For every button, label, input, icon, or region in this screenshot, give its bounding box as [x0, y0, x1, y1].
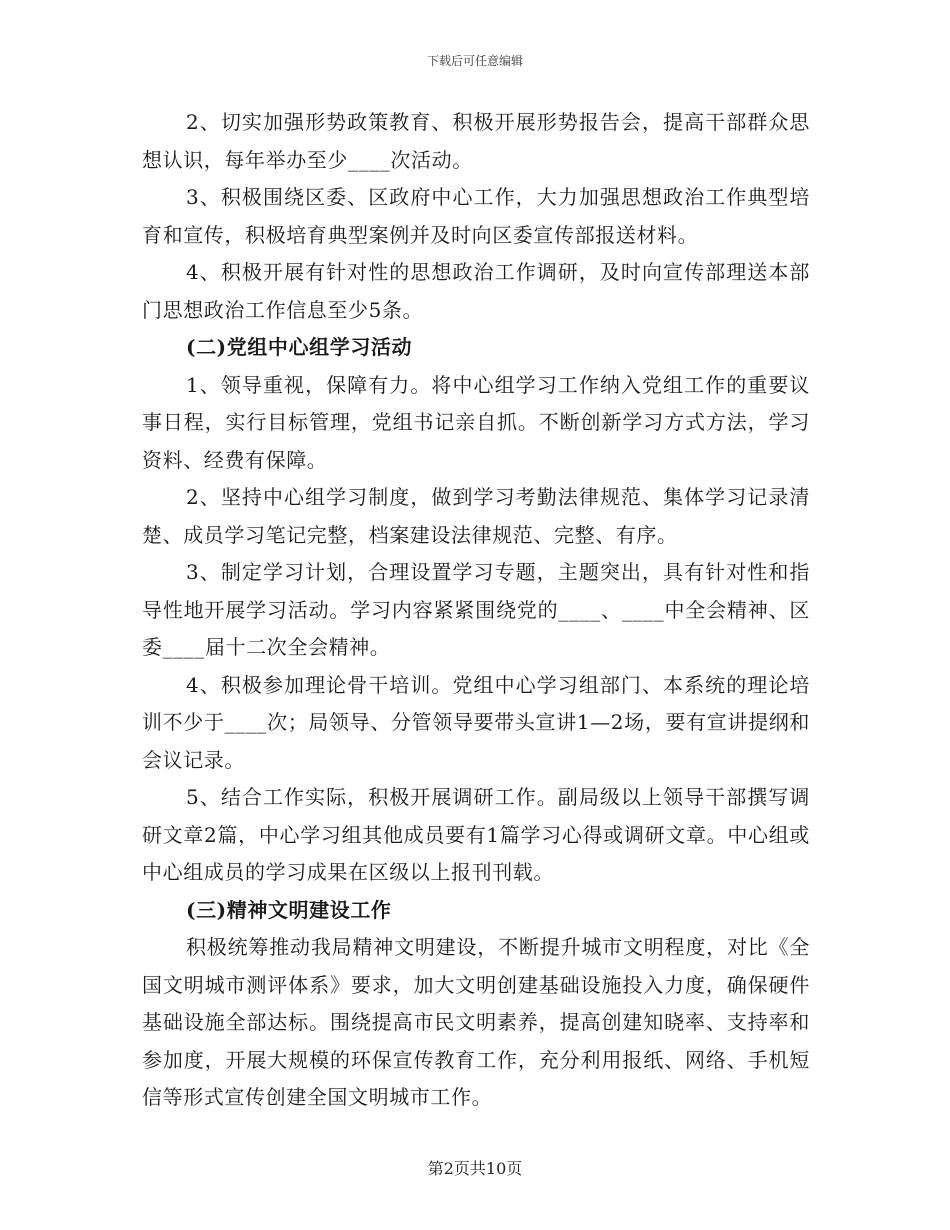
- section-heading-civilization: (三)精神文明建设工作: [186, 897, 392, 922]
- section-heading-party-study: (二)党组中心组学习活动: [186, 335, 413, 359]
- page-number-footer: 第2页共10页: [427, 1159, 523, 1178]
- paragraph-item-4: 4、积极开展有针对性的思想政治工作调研，及时向宣传部理送本部门思想政治工作信息至少5条。: [142, 260, 810, 322]
- paragraph-study-4: 4、积极参加理论骨干培训。党组中心学习组部门、本系统的理论培训不少于____次；局领导、分管领导要带头宣讲1—2场，要有宣讲提纲和会议记录。: [142, 672, 810, 772]
- paragraph-item-3: 3、积极围绕区委、区政府中心工作，大力加强思想政治工作典型培育和宣传，积极培育典型案例并及时向区委宣传部报送材料。: [142, 185, 810, 247]
- page-header: 下载后可任意编辑: [426, 54, 523, 68]
- document-body: [142, 104, 810, 1117]
- paragraph-study-1: 1、领导重视，保障有力。将中心组学习工作纳入党组工作的重要议事日程，实行目标管理，党组书记亲自抓。不断创新学习方式方法，学习资料、经费有保障。: [142, 372, 810, 472]
- paragraph-civilization: 积极统筹推动我局精神文明建设，不断提升城市文明程度，对比《全国文明城市测评体系》要求，加大文明创建基础设施投入力度，确保硬件基础设施全部达标。围绕提高市民文明素养，提高创建知晓率、支持率和参加度，开展大规模的环保宣传教育工作，充分利用报纸、网络、手机短信等形式宣传创建全国文明城市工作。: [142, 935, 810, 1109]
- paragraph-item-2: 2、切实加强形势政策教育、积极开展形势报告会，提高干部群众思想认识，每年举办至少____次活动。: [142, 110, 810, 172]
- paragraph-study-3: 3、制定学习计划，合理设置学习专题，主题突出，具有针对性和指导性地开展学习活动。学习内容紧紧围绕党的____、____中全会精神、区委____届十二次全会精神。: [142, 560, 810, 659]
- paragraph-study-2: 2、坚持中心组学习制度，做到学习考勤法律规范、集体学习记录清楚、成员学习笔记完整，档案建设法律规范、完整、有序。: [142, 485, 810, 547]
- paragraph-study-5: 5、结合工作实际，积极开展调研工作。副局级以上领导干部撰写调研文章2篇，中心学习组其他成员要有1篇学习心得或调研文章。中心组或中心组成员的学习成果在区级以上报刊刊载。: [142, 785, 810, 884]
